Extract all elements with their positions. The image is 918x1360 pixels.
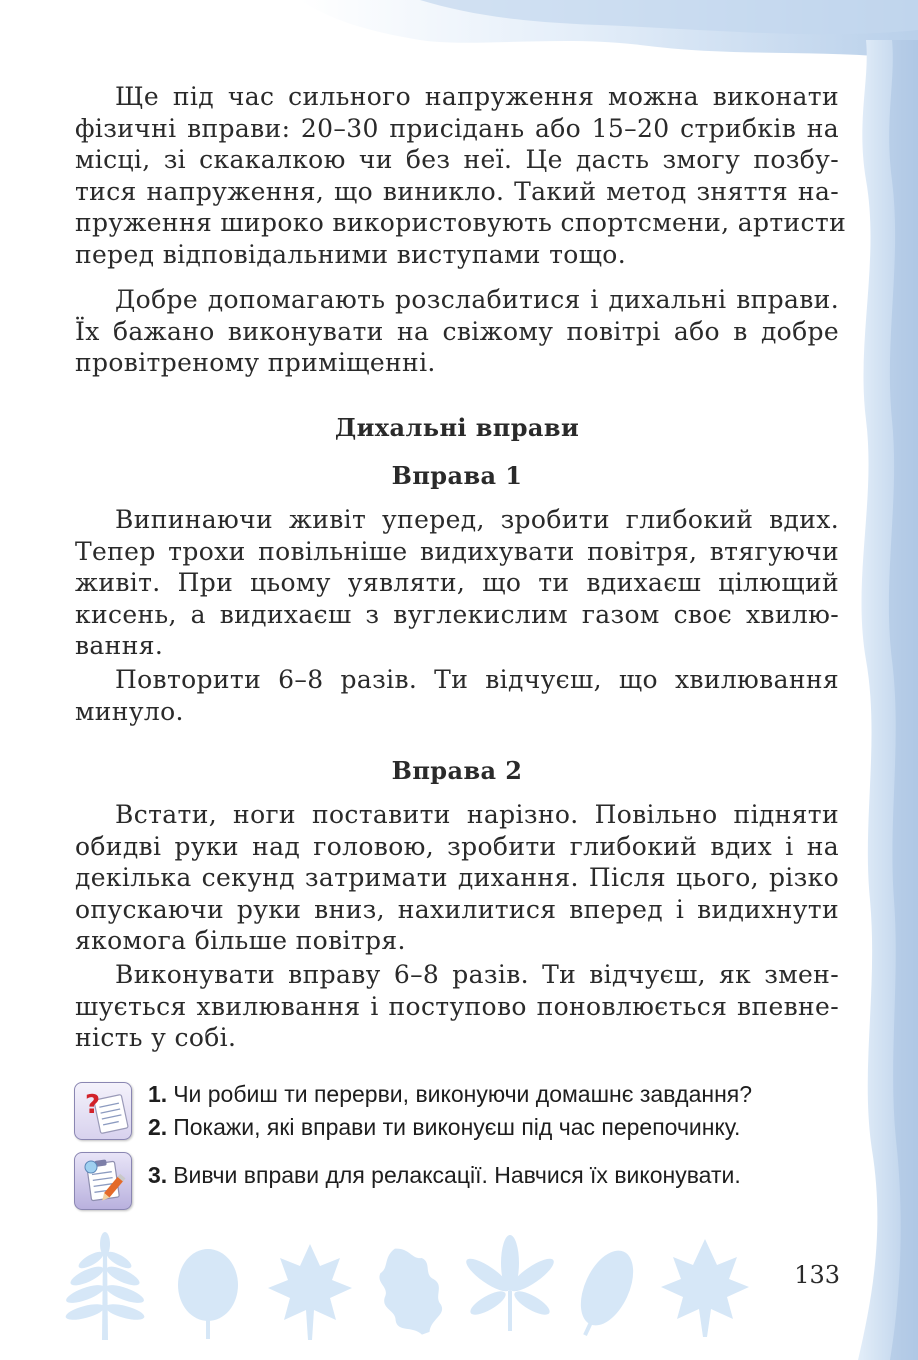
text-line: шується хвилювання і поступово поновлюється впевне- — [75, 991, 839, 1021]
clipboard-pencil-icon — [74, 1152, 132, 1210]
paragraph-breathing-intro — [75, 284, 839, 379]
text-line: обидві руки над головою, зробити глибокий вдих і на — [75, 831, 839, 861]
question-1 — [148, 1079, 848, 1109]
text-line: фізичні вправи: 20–30 присідань або 15–20 стрибків на — [75, 113, 839, 143]
text-line: якомога більше повітря. — [75, 926, 406, 955]
text-line: Ще під час сильного напруження можна виконати — [115, 82, 839, 111]
paragraph-exercise-2-repeat — [75, 959, 839, 1054]
task-text: Вивчи вправи для релаксації. Навчися їх виконувати. — [173, 1162, 741, 1188]
text-line: Виконувати вправу 6–8 разів. Ти відчуєш, як змен- — [115, 960, 839, 989]
paragraph-exercise-1-repeat — [75, 664, 839, 727]
text-line: Тепер трохи повільніше видихувати повітря, втягуючи — [75, 536, 839, 566]
text-line: Випинаючи живіт уперед, зробити глибокий вдих. — [115, 505, 839, 534]
text-line: Добре допомагають розслабитися і дихальні вправи. — [115, 285, 839, 314]
exercise-1-heading: Вправа 1 — [391, 461, 523, 490]
question-text: Чи робиш ти перерви, виконуючи домашнє завдання? — [173, 1081, 753, 1107]
text-line: Встати, ноги поставити нарізно. Повільно підняти — [115, 800, 839, 829]
text-line: декілька секунд затримати дихання. Після цього, різко — [75, 863, 839, 892]
text-line: опускаючи руки вниз, нахилитися вперед і видихнути — [75, 894, 839, 924]
homework-task — [148, 1160, 848, 1190]
section-heading: Дихальні вправи — [334, 413, 580, 442]
question-2 — [148, 1112, 848, 1142]
text-line: Їх бажано виконувати на свіжому повітрі або в добре — [75, 316, 839, 346]
text-line: кисень, а видихаєш з вуглекислим газом своє хвилю- — [75, 599, 839, 629]
text-line: минуло. — [75, 696, 184, 726]
exercise-2-heading: Вправа 2 — [391, 756, 523, 785]
question-text: Покажи, які вправи ти виконуєш під час перепочинку. — [173, 1114, 741, 1140]
paragraph-exercise-2 — [75, 799, 839, 957]
text-line: живіт. При цьому уявляти, що ти вдихаєш цілющий — [75, 568, 839, 597]
text-line: тися напруження, що виникло. Такий метод зняття на- — [75, 176, 839, 206]
paragraph-exercise-1 — [75, 504, 839, 662]
text-line: ність у собі. — [75, 1023, 237, 1052]
question-number: 1. — [148, 1081, 168, 1107]
text-line: провітреному приміщенні. — [75, 348, 436, 377]
svg-text:?: ? — [85, 1090, 101, 1120]
text-line: місці, зі скакалкою чи без неї. Це дасть змогу позбу- — [75, 145, 839, 174]
text-line: Повторити 6–8 разів. Ти відчуєш, що хвилювання — [115, 665, 839, 694]
text-line: пруження широко використовують спортсмени, артисти — [75, 208, 847, 237]
question-notebook-icon — [74, 1082, 132, 1140]
text-line: перед відповідальними виступами тощо. — [75, 239, 626, 269]
text-line: вання. — [75, 631, 164, 660]
question-number: 2. — [148, 1114, 168, 1140]
paragraph-exercise-intro — [75, 81, 847, 270]
page-number: 133 — [794, 1261, 840, 1289]
task-number: 3. — [148, 1162, 168, 1188]
